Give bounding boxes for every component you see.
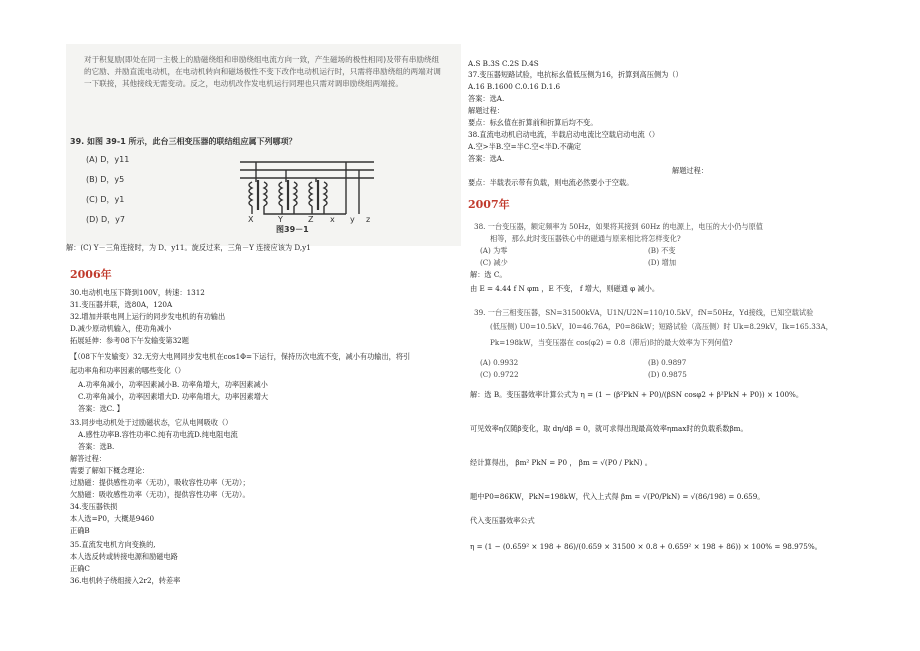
line: 【（08下午发输变）32.无穷大电网同步发电机在cos1Φ=下运行，保持历次电流不变，减小有功输出，将引 bbox=[70, 352, 411, 361]
terminal-y: y bbox=[350, 215, 355, 224]
line: 正确C bbox=[70, 564, 90, 573]
line: 36.电机转子绕组接入2r2，转差率 bbox=[70, 576, 181, 585]
line: 需要了解如下概念理论： bbox=[70, 466, 150, 475]
line: 欠励磁：吸收感性功率（无功），提供容性功率（无功）。 bbox=[70, 490, 250, 499]
q39-efficiency-label: 代入变压器效率公式 bbox=[470, 516, 535, 525]
line: 解答过程： bbox=[70, 454, 106, 463]
figure-caption: 图39－1 bbox=[276, 225, 309, 234]
q38-formula: 由 E = 4.44 f N φm ，E 不变， f 增大，则磁通 φ 减小。 bbox=[470, 284, 660, 293]
q39-derivation: 可见效率η仅随β变化，取 dη/dβ = 0，就可求得出现最高效率ηmax时的负载系数βm。 bbox=[470, 424, 748, 433]
line: 本人选反转或转接电源和励磁电路 bbox=[70, 552, 178, 561]
line: 35.直流发电机方向变换的, bbox=[70, 540, 156, 549]
question-39: 39. 如图 39-1 所示，此台三相变压器的联结组应属下列哪项？ bbox=[70, 137, 297, 146]
terminal-z: z bbox=[366, 215, 371, 224]
terminal-X: X bbox=[248, 215, 254, 224]
q39-optimal-beta: 经计算得出， βm² PkN = P0 ， βm = √(P0 / PkN) 。 bbox=[470, 458, 652, 467]
line: 要点：标幺值在折算前和折算后均不变。 bbox=[468, 118, 598, 127]
line: C.功率角减小，功率因素增大D. 功率角增大，功率因素增大 bbox=[78, 392, 269, 401]
option-c: (C) D，y1 bbox=[86, 195, 125, 204]
q38-option-d: (D) 增加 bbox=[648, 258, 677, 267]
line: 30.电动机电压下降到100V，转速：1312 bbox=[70, 288, 205, 297]
line: A.S B.3S C.2S D.4S bbox=[468, 59, 539, 68]
terminal-Z: Z bbox=[308, 215, 314, 224]
q39-answer: 解：选 B。变压器效率计算公式为 η = (1 − (β²PkN + P0)/(βSN cosφ2 + β²PkN + P0)) × 100%。 bbox=[470, 390, 804, 399]
q38-option-c: (C) 减少 bbox=[480, 258, 508, 267]
line: A.功率角减小，功率因素减小B. 功率角增大，功率因素减小 bbox=[78, 380, 268, 389]
q39-option-a: (A) 0.9932 bbox=[480, 358, 519, 367]
scan-paragraph: 对于积复励(即处在同一主极上的励磁绕组和串励绕组电流方向一致，产生磁场的极性相同)及带有串励绕组的它励、并励直流电动机，在电动机转向和磁场极性不变下改作电动机运行时，只需将串励绕组的两端对调一下联接，其他接线无需变动。反之，电动机改作发电机运行同理也只需对调串励绕组两端接。 bbox=[84, 55, 441, 88]
line: 答案：选A. bbox=[468, 94, 505, 103]
q38-line: 相等，那么此时变压器铁心中的磁通与原来相比将怎样变化? bbox=[490, 234, 681, 243]
line: D.减少原动机输入，使功角减小 bbox=[70, 324, 172, 333]
line: A.空>半B.空=半C.空<半D.不确定 bbox=[468, 142, 582, 151]
q39-substitution: 题中P0=86KW，PkN=198kW，代入上式得 βm = √(P0/PkN) = √(86/198) = 0.659。 bbox=[470, 492, 765, 501]
option-a: (A) D，y11 bbox=[86, 155, 130, 164]
q39-option-b: (B) 0.9897 bbox=[648, 358, 687, 367]
answer-note: 解：(C) Y－三角连接时，为 D、y11。旋反过来，三角－Y 连接应该为 D,y1 bbox=[66, 243, 311, 252]
scanned-excerpt bbox=[66, 44, 461, 246]
line: 过励磁：提供感性功率（无功），吸收容性功率（无功）； bbox=[70, 478, 250, 487]
line: 要点：半载表示带有负载，则电流必然要小于空载。 bbox=[468, 178, 634, 187]
q39-line: Pk=198kW，当变压器在 cos(φ2) = 0.8（滞后)时的最大效率为下列何值? bbox=[490, 338, 733, 347]
line: 38.直流电动机启动电流，半载启动电流比空载启动电流（） bbox=[468, 130, 660, 139]
line: 37.变压器短路试验，电抗标幺值低压侧为16，折算到高压侧为（） bbox=[468, 70, 683, 79]
terminal-x: x bbox=[330, 215, 335, 224]
line: 正确B bbox=[70, 526, 90, 535]
terminal-Y: Y bbox=[278, 215, 283, 224]
line: 31.变压器并联，选80A，120A bbox=[70, 300, 173, 309]
q38-answer: 解：选 C。 bbox=[470, 270, 507, 279]
line: A.16 B.1600 C.0.16 D.1.6 bbox=[468, 82, 561, 91]
transformer-diagram bbox=[234, 156, 384, 224]
q39-line: (低压侧) U0=10.5kV，I0=46.76A，P0=86kW；短路试验（高压侧）时 Uk=8.29kV，Ik=165.33A， bbox=[490, 322, 833, 331]
year-heading-2007: 2007年 bbox=[468, 198, 510, 211]
q38-option-b: (B) 不变 bbox=[648, 246, 676, 255]
line: 拓展延伸：参考08下午发输变第32题 bbox=[70, 336, 189, 345]
line: 本人选=P0，大概是9460 bbox=[70, 514, 155, 523]
option-b: (B) D，y5 bbox=[86, 175, 125, 184]
q39-option-c: (C) 0.9722 bbox=[480, 370, 519, 379]
line: 解题过程： bbox=[672, 166, 708, 175]
line: 答案：选C. 】 bbox=[78, 404, 124, 413]
line: 起功率角和功率因素的哪些变化（） bbox=[70, 366, 186, 375]
year-heading-2006: 2006年 bbox=[70, 268, 112, 281]
line: A.感性功率B.容性功率C.纯有功电流D.纯电阻电流 bbox=[78, 430, 238, 439]
q39-efficiency-result: η = (1 − (0.659² × 198 + 86)/(0.659 × 31500 × 0.8 + 0.659² × 198 + 86)) × 100% = 98.975%。 bbox=[470, 542, 822, 551]
option-d: (D) D，y7 bbox=[86, 215, 125, 224]
line: 33.同步电动机处于过励磁状态，它从电网吸收（） bbox=[70, 418, 233, 427]
q39-option-d: (D) 0.9875 bbox=[648, 370, 687, 379]
q38-line: 38. 一台变压器，额定频率为 50Hz，如果将其接到 60Hz 的电源上，电压的大小仍与原值 bbox=[474, 222, 763, 231]
line: 32.增加并联电网上运行的同步发电机的有功输出 bbox=[70, 312, 226, 321]
line: 解题过程： bbox=[468, 106, 504, 115]
line: 34.变压器铁损 bbox=[70, 502, 118, 511]
q38-option-a: (A) 为零 bbox=[480, 246, 508, 255]
line: 答案：选A. bbox=[468, 154, 505, 163]
q39-line: 39. 一台三相变压器，SN=31500kVA，U1N/U2N=110/10.5kV，fN=50Hz，Yd接线，已知空载试验 bbox=[474, 308, 814, 317]
line: 答案：选B. bbox=[78, 442, 115, 451]
